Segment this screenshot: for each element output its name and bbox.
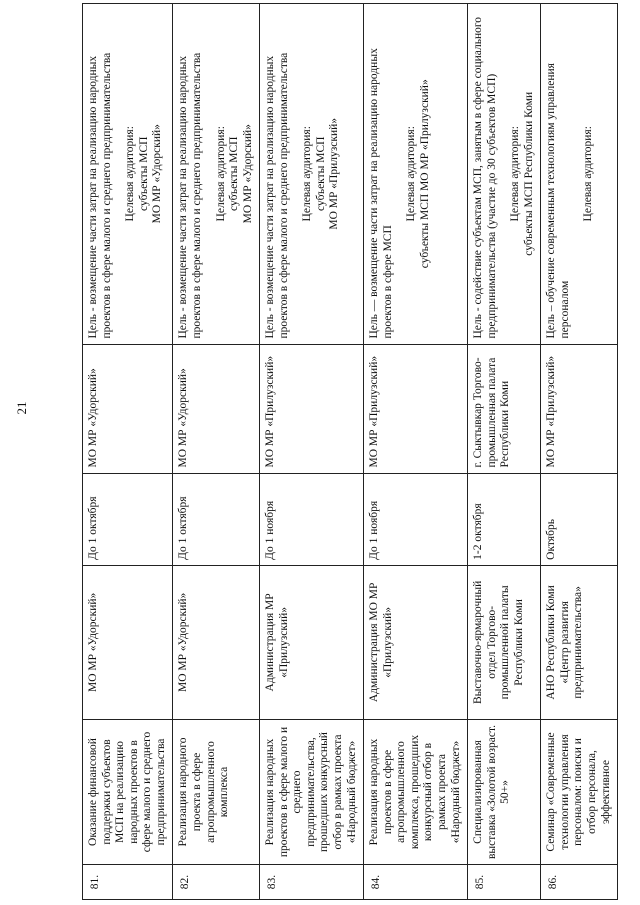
- audience-line: Целевая аудитория:: [509, 126, 522, 222]
- date-cell: 1-2 октября: [468, 473, 541, 565]
- table-row: [541, 4, 618, 900]
- organizer-cell: Выставочно-ярмарочный отдел Торгово-промышленной палаты Республики Коми: [468, 565, 541, 719]
- audience-line: Целевая аудитория:: [582, 126, 595, 222]
- goal-cell: [468, 4, 541, 345]
- goal-cell: [364, 4, 468, 345]
- goal-text: Цель — возмещение части затрат на реализацию народных проектов в сфере МСП: [368, 48, 394, 339]
- date-cell: До 1 октября: [83, 473, 173, 565]
- events-table: [82, 3, 618, 900]
- row-number-cell: 86.: [541, 865, 618, 900]
- audience-line: субъекты МСП: [137, 136, 150, 211]
- table-row: [468, 4, 541, 900]
- audience-line: субъекты МСП МО МР «Прилузский»: [418, 79, 431, 269]
- table-row: [83, 4, 173, 900]
- date-cell: До 1 октября: [173, 473, 260, 565]
- goal-cell: [260, 4, 364, 345]
- goal-text: Цель – обучение современным технологиям управления персоналом: [545, 63, 571, 339]
- date-cell: Октябрь: [541, 473, 618, 565]
- organizer-cell: Администрация МО МР «Прилузский»: [364, 565, 468, 719]
- goal-cell: [83, 4, 173, 345]
- goal-text: Цель - возмещение части затрат на реализацию народных проектов в сфере малого и среднего предпринимательства: [177, 52, 203, 339]
- goal-cell: [541, 4, 618, 345]
- rotated-table-wrapper: [82, 3, 612, 900]
- date-cell: До 1 ноября: [364, 473, 468, 565]
- target-audience: [509, 9, 536, 339]
- audience-line: Целевая аудитория:: [214, 126, 227, 222]
- event-name-cell: Специализированная выставка «Золотой возраст. 50+»: [468, 719, 541, 864]
- place-cell: МО МР «Удорский»: [173, 344, 260, 473]
- table-row: [260, 4, 364, 900]
- row-number-cell: 81.: [83, 865, 173, 900]
- place-cell: МО МР «Прилузский»: [260, 344, 364, 473]
- audience-line: субъекты МСП Республики Коми: [522, 91, 535, 256]
- audience-line: МО МР «Прилузский»: [328, 117, 341, 230]
- row-number-cell: 84.: [364, 865, 468, 900]
- place-cell: МО МР «Прилузский»: [541, 344, 618, 473]
- page-number: 21: [14, 401, 29, 415]
- target-audience: [124, 9, 165, 339]
- target-audience: [582, 9, 596, 339]
- event-name-cell: Семинар «Современные технологии управления персоналом: поиски и отбор персонала, эффективное: [541, 719, 618, 864]
- row-number-cell: 83.: [260, 865, 364, 900]
- row-number-cell: 82.: [173, 865, 260, 900]
- place-cell: МО МР «Удорский»: [83, 344, 173, 473]
- date-cell: До 1 ноября: [260, 473, 364, 565]
- audience-line: субъекты МСП: [314, 136, 327, 211]
- event-name-cell: Реализация народного проекта в сфере агропромышленного комплекса: [173, 719, 260, 864]
- organizer-cell: МО МР «Удорский»: [83, 565, 173, 719]
- goal-text: Цель - содействие субъектам МСП, занятым в сфере социального предпринимательства (участие до 30 субъектов МСП): [472, 16, 498, 339]
- place-cell: МО МР «Прилузский»: [364, 344, 468, 473]
- event-name-cell: Реализация народных проектов в сфере малого и среднего предпринимательства, прошедших конкурсный отбор в рамках проекта «Народный бюджет»: [260, 719, 364, 864]
- table-row: [173, 4, 260, 900]
- row-number-cell: 85.: [468, 865, 541, 900]
- audience-line: МО МР «Удорский»: [241, 124, 254, 224]
- audience-line: Целевая аудитория:: [405, 126, 418, 222]
- target-audience: [301, 9, 342, 339]
- audience-line: субъекты МСП: [228, 136, 241, 211]
- organizer-cell: АНО Республики Коми «Центр развития предпринимательства»: [541, 565, 618, 719]
- table-row: [364, 4, 468, 900]
- goal-text: Цель - возмещение части затрат на реализацию народных проектов в сфере малого и среднего предпринимательства: [87, 52, 113, 339]
- audience-line: Целевая аудитория:: [124, 126, 137, 222]
- goal-cell: [173, 4, 260, 345]
- target-audience: [215, 9, 256, 339]
- goal-text: Цель - возмещение части затрат на реализацию народных проектов в сфере малого и среднего предпринимательства: [264, 52, 290, 339]
- event-name-cell: Оказание финансовой поддержки субъектов МСП на реализацию народных проектов в сфере малого и среднего предпринимательства: [83, 719, 173, 864]
- audience-line: МО МР «Удорский»: [151, 124, 164, 224]
- target-audience: [405, 9, 432, 339]
- organizer-cell: Администрация МР «Прилузский»: [260, 565, 364, 719]
- audience-line: Целевая аудитория:: [301, 126, 314, 222]
- place-cell: г. Сыктывкар Торгово-промышленная палата Республики Коми: [468, 344, 541, 473]
- organizer-cell: МО МР «Удорский»: [173, 565, 260, 719]
- event-name-cell: Реализация народных проектов в сфере агропромышленного комплекса, прошедших конкурсный отбор в рамках проекта «Народный бюджет»: [364, 719, 468, 864]
